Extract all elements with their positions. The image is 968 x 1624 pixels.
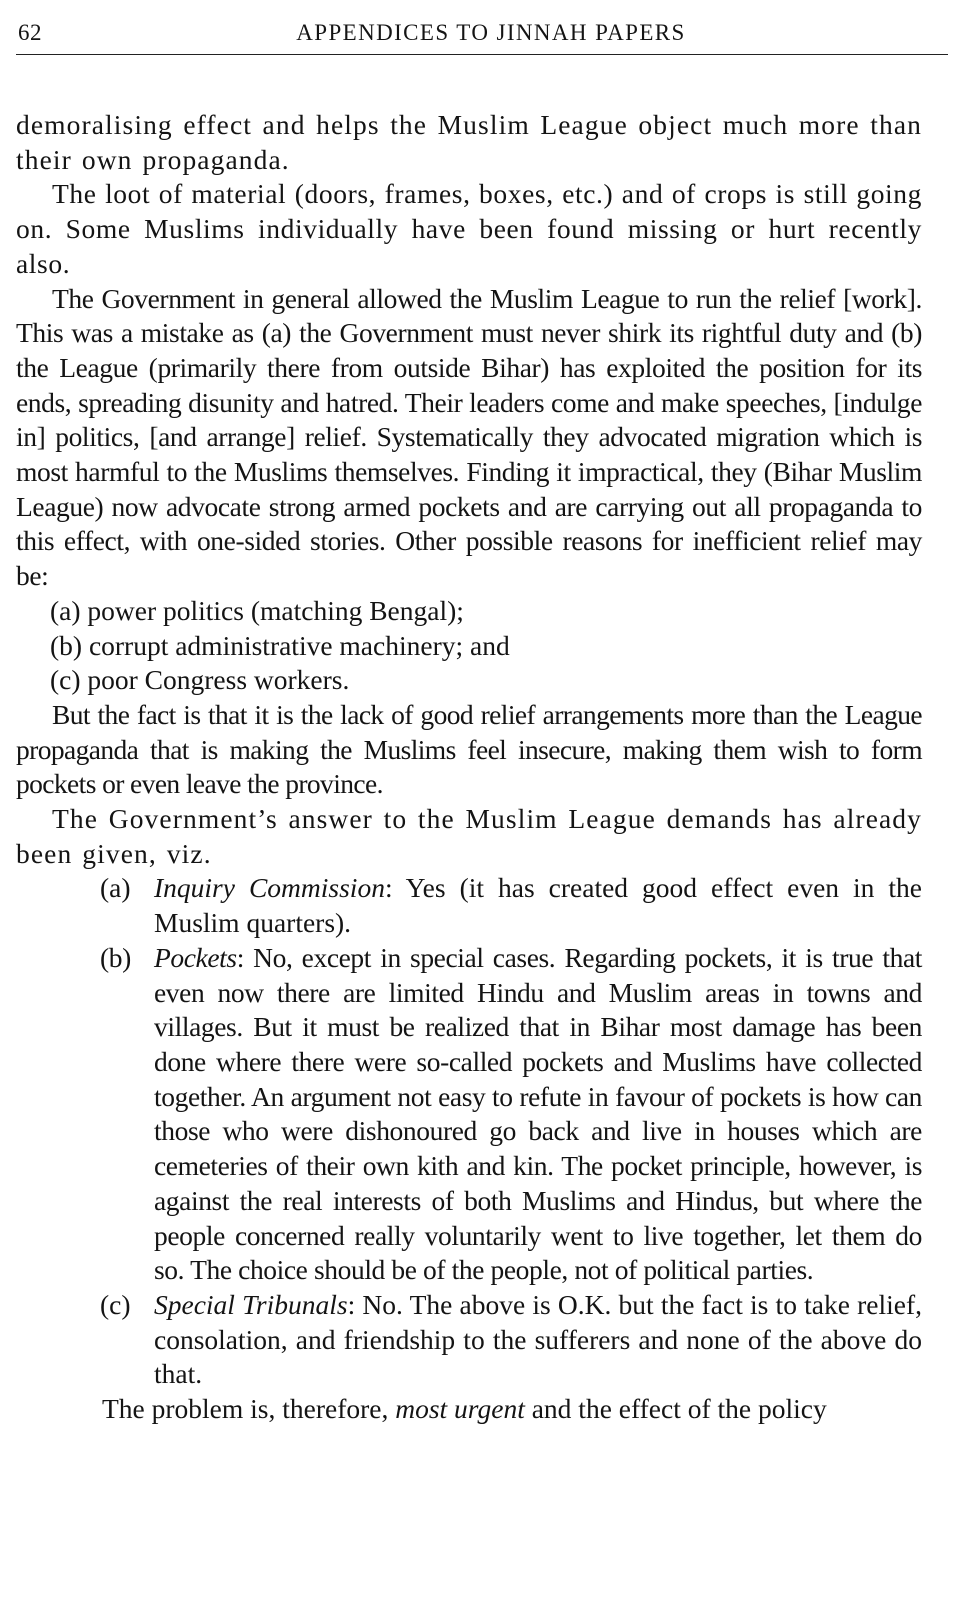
paragraph-relief-arrangements: But the fact is that it is the lack of good relief arrangements more than the League propaganda that is making the Muslims feel insecure, making them wish to form pockets or even leave the province.	[16, 698, 922, 800]
problem-emphasis: most urgent	[395, 1393, 525, 1425]
demand-item-tribunals	[16, 1288, 922, 1392]
paragraph-continuation: demoralising effect and helps the Muslim League object much more than their own propaganda.	[16, 109, 922, 175]
demand-term: Special Tribunals	[154, 1288, 348, 1320]
demand-term: Pockets	[154, 941, 237, 973]
page-header	[16, 10, 946, 50]
running-title: APPENDICES TO JINNAH PAPERS	[296, 20, 686, 45]
problem-text-end: and the effect of the policy	[531, 1393, 827, 1425]
reason-item-a: (a) power politics (matching Bengal);	[50, 594, 464, 626]
demand-term: Inquiry Commission	[154, 872, 385, 904]
reason-item-b: (b) corrupt administrative machinery; and	[50, 629, 510, 661]
paragraph-government-answer: The Government’s answer to the Muslim League demands has already been given, viz.	[16, 803, 922, 869]
problem-text-start: The problem is, therefore,	[102, 1393, 389, 1425]
header-rule	[16, 54, 948, 55]
paragraph-loot: The loot of material (doors, frames, boxes, etc.) and of crops is still going on. Some Muslims individually have been found missing or hurt recently also.	[16, 178, 922, 279]
demands-list	[16, 871, 922, 1392]
demand-text: : No, except in special cases. Regarding pockets, it is true that even now there are limited Hindu and Muslim areas in towns and villages. But it must be realized that in Bihar most damage has been done where there were so-called pockets and Muslims have collected together. An argument not easy to refute in favour of pockets is how can those who were dishonoured go back and live in houses which are cemeteries of their own kith and kin. The pocket principle, however, is against the real interests of both Muslims and Hindus, but where the people concerned really voluntarily went to live together, let them do so. The choice should be of the people, not of political parties.	[154, 941, 922, 1286]
paragraph-government-relief: The Government in general allowed the Muslim League to run the relief [work]. This was a mistake as (a) the Government must never shirk its rightful duty and (b) the League (primarily there from outside Bihar) has exploited the position for its ends, spreading disunity and hatred. Their leaders come and make speeches, [indulge in] politics, [and arrange] relief. Systematically they advocated migration which is most harmful to the Muslims themselves. Finding it impractical, they (Bihar Muslim League) now advocate strong armed pockets and are carrying out all propaganda to this effect, with one-sided stories. Other possible reasons for inefficient relief may be:	[16, 282, 922, 592]
paragraph-problem-urgent	[16, 1392, 922, 1427]
demand-label: (c)	[100, 1288, 131, 1320]
demand-label: (a)	[100, 872, 131, 904]
page-number: 62	[18, 20, 42, 45]
demand-text: : Yes (it has created good effect even in the Muslim quarters).	[154, 872, 923, 939]
demand-label: (b)	[100, 941, 131, 973]
demand-item-pockets	[16, 941, 922, 1288]
body-text	[16, 108, 922, 1427]
reason-item-c: (c) poor Congress workers.	[50, 664, 350, 696]
demand-text: : No. The above is O.K. but the fact is to take relief, consolation, and friendship to the sufferers and none of the above do that.	[154, 1288, 922, 1390]
demand-item-inquiry	[16, 871, 922, 940]
